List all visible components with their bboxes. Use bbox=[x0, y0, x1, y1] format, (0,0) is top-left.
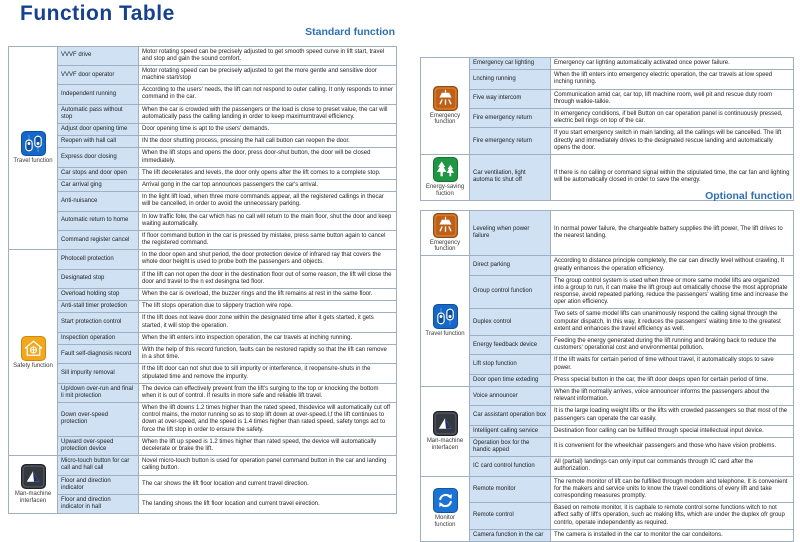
function-desc-cell: Emergency car lighting automatically activated once power failure. bbox=[551, 58, 794, 70]
table-row bbox=[9, 136, 397, 148]
function-desc-cell: When the car is crowded with the passengers or the load is close to preset value, the car will automatically pass the calling landing in order to keep maximumtravel efficiency. bbox=[139, 104, 397, 123]
function-desc-cell: Communication amid car, car top, lift machine room, well pit and rescue duty room through walkie-talkie. bbox=[551, 89, 794, 108]
function-desc-cell: The camera is installed in the car to monitor the car condeitons. bbox=[551, 529, 794, 541]
function-desc-cell: The car shows the lift floor location and current travel direction. bbox=[139, 475, 397, 494]
table-row bbox=[9, 192, 397, 211]
table-row bbox=[9, 301, 397, 313]
page-title: Function Table bbox=[20, 2, 175, 25]
table-row bbox=[9, 65, 397, 84]
function-name-cell: Down over-speed protection bbox=[58, 403, 139, 437]
table-row bbox=[421, 336, 794, 355]
function-desc-cell: Based on remote monitor, it is capbale to remote control some functions witch to not affect safty of lift's operation, such ac making lifts, which are under the duplex ofr group contrlo, operate independently as required. bbox=[551, 503, 794, 530]
standard-function-table-right bbox=[420, 57, 794, 201]
function-desc-cell: When the lift enters into emergency electric operation, the car travels at low speed inching running. bbox=[551, 70, 794, 89]
table-row bbox=[9, 289, 397, 301]
table-row bbox=[421, 425, 794, 437]
function-desc-cell: Novel micro-touch button is used for operation panel command button in the car and landing calling button. bbox=[139, 456, 397, 475]
category-label: Energy-saving fuction bbox=[425, 183, 465, 197]
function-name-cell: Express door closing bbox=[58, 148, 139, 167]
function-desc-cell: The lift stops operation due to slippery traction wire rope. bbox=[139, 301, 397, 313]
function-desc-cell: Motor rotating speed can be precisely adjusted to get smooth speed curve in lift start, travel and stop and gain the sound comfort. bbox=[139, 46, 397, 65]
function-desc-cell: If the lift door can not shut due to sill impurity or interference, it reopens/re-shuts in the stipulated time and remove the impurity. bbox=[139, 364, 397, 383]
function-name-cell: Remote monitor bbox=[470, 476, 551, 503]
function-desc-cell: Destination floor calling can be fulfilled through special intellectual input device. bbox=[551, 425, 794, 437]
function-name-cell: Fire emergency return bbox=[470, 128, 551, 155]
table-row bbox=[9, 403, 397, 437]
function-desc-cell: It is convenient for the wheelchair passengers and those who have vision problems. bbox=[551, 437, 794, 456]
function-name-cell: Operation box for the handic apped bbox=[470, 437, 551, 456]
standard-function-table-left bbox=[8, 46, 397, 515]
function-name-cell: Fire emergency return bbox=[470, 108, 551, 127]
function-name-cell: Duplex control bbox=[470, 309, 551, 336]
category-label: Safety function bbox=[13, 362, 53, 369]
function-name-cell: Car assistant operation box bbox=[470, 406, 551, 425]
table-row bbox=[421, 374, 794, 386]
table-row bbox=[9, 494, 397, 513]
table-row bbox=[9, 436, 397, 455]
category-label: Travel function bbox=[13, 157, 53, 164]
function-name-cell: Designated stop bbox=[58, 269, 139, 288]
table-row bbox=[9, 104, 397, 123]
function-name-cell: Floor and direction indicator bbox=[58, 475, 139, 494]
function-name-cell: Intelligent calling service bbox=[470, 425, 551, 437]
function-name-cell: Energy feedback device bbox=[470, 336, 551, 355]
table-row bbox=[421, 89, 794, 108]
function-name-cell: VVVF drive bbox=[58, 46, 139, 65]
category-cell bbox=[421, 476, 470, 541]
function-name-cell: Direct parking bbox=[470, 256, 551, 275]
function-desc-cell: The group control system is used when three or more same model lifts are organized into a group to run, it can make the lift group aut omatically choose the most appropriate response, avoid repeated parking, reduce the passengers' waiting time and increase the oper ation efficiency. bbox=[551, 275, 794, 309]
function-desc-cell: IN the door shutting process, pressing the hall call button can reopen the door. bbox=[139, 136, 397, 148]
function-desc-cell: Motor rotating speed can be precisely adjusted to get the more gentle and sensitive door machine start/stop bbox=[139, 65, 397, 84]
function-desc-cell: It is the large loading weight lifts or the lifts with crowded passengers so that most of the passengers can operate the car easily. bbox=[551, 406, 794, 425]
optional-function-table bbox=[420, 210, 794, 542]
function-name-cell: Lift stop function bbox=[470, 355, 551, 374]
table-row bbox=[9, 148, 397, 167]
function-desc-cell: In emergency conditions, if bell Button on car operation panel is continuously pressed, electric bell rings on top of the car. bbox=[551, 108, 794, 127]
emergency-icon bbox=[433, 86, 458, 111]
function-name-cell: Fault self-diagnosis record bbox=[58, 344, 139, 363]
table-row bbox=[9, 211, 397, 230]
function-desc-cell: All (partial) landings can only input car commands through IC card after the authorization. bbox=[551, 457, 794, 476]
function-name-cell: Floor and direction indicator in hall bbox=[58, 494, 139, 513]
function-name-cell: Reopen with hall call bbox=[58, 136, 139, 148]
function-desc-cell: When the lift normally arrives, voice announcer informs the passengers about the relevant information. bbox=[551, 386, 794, 405]
travel-icon bbox=[21, 131, 46, 156]
function-name-cell: Anti-nuisance bbox=[58, 192, 139, 211]
category-label: Monitor function bbox=[434, 515, 456, 529]
function-desc-cell: If the lift can not open the door in the destination floor out of some reason, the lift will close the door and travel to the n ext desingna ted floor. bbox=[139, 269, 397, 288]
function-desc-cell: The device can effectively prevent from the lift's surging to the top or knocking the bottom when it is out of control. If results in more safe and reliable lift travel. bbox=[139, 383, 397, 402]
function-desc-cell: Press special button in the car, the lift door deeps open for certain period of time. bbox=[551, 374, 794, 386]
function-name-cell: Anti-stall timer protection bbox=[58, 301, 139, 313]
function-name-cell: VVVF door operator bbox=[58, 65, 139, 84]
function-name-cell: Sill impurity removal bbox=[58, 364, 139, 383]
category-label: Emergency function bbox=[429, 112, 461, 126]
function-desc-cell: In normal power failure, the chargeable battery supplies the lift power, The lift drives to the nearest landing. bbox=[551, 210, 794, 256]
function-desc-cell: If floor command button in the car is pressed by mistake, press same button again to cancel the registered command. bbox=[139, 230, 397, 249]
table-row bbox=[421, 406, 794, 425]
function-desc-cell: If the lift does not leave door zone within the designated time after it gets started, it gets started, it will stop the operation. bbox=[139, 313, 397, 332]
table-row bbox=[9, 124, 397, 136]
table-row bbox=[9, 85, 397, 104]
function-desc-cell: When the car is overload, the buzzer rings and the lift remains at rest in the same floor. bbox=[139, 289, 397, 301]
function-name-cell: Leveling when power failure bbox=[470, 210, 551, 256]
function-desc-cell: When the lift up speed is 1.2 times higher than rated speed, the device will automatically decelerate or brake the lift. bbox=[139, 436, 397, 455]
function-name-cell: IC card control function bbox=[470, 457, 551, 476]
table-row bbox=[9, 179, 397, 191]
function-desc-cell: In the light lift load, when three more commands appear, all the registered callings in thecar will be cancelled, in order to avoid the unnecessary parking. bbox=[139, 192, 397, 211]
function-desc-cell: Arrival gong in the car top announces passengers the car's arrival. bbox=[139, 179, 397, 191]
function-name-cell: Lnching running bbox=[470, 70, 551, 89]
function-desc-cell: Door opening time is apt to the users' demands. bbox=[139, 124, 397, 136]
function-desc-cell: Feeding the energy generated during the lift running and braking back to reduce the customers' operational cost and environmental pollution. bbox=[551, 336, 794, 355]
function-name-cell: Remote control bbox=[470, 503, 551, 530]
function-name-cell: Start protection control bbox=[58, 313, 139, 332]
function-desc-cell: According to the users' needs, the lift can not respond to outer calling. It only responds to inner command in the car. bbox=[139, 85, 397, 104]
travel-icon bbox=[433, 304, 458, 329]
function-desc-cell: When the lift stops and opens the door, press door-shut button, the door will be closed immediately. bbox=[139, 148, 397, 167]
function-name-cell: Command register cancel bbox=[58, 230, 139, 249]
monitor-icon bbox=[433, 488, 458, 513]
table-row bbox=[421, 275, 794, 309]
function-name-cell: Camera function in the car bbox=[470, 529, 551, 541]
table-row bbox=[421, 256, 794, 275]
function-name-cell: Adjust door opening time bbox=[58, 124, 139, 136]
function-name-cell: Independent running bbox=[58, 85, 139, 104]
table-row bbox=[421, 355, 794, 374]
category-label: Man-machine interfacen bbox=[14, 491, 52, 505]
table-row bbox=[421, 309, 794, 336]
category-cell bbox=[421, 386, 470, 476]
table-row bbox=[421, 108, 794, 127]
function-name-cell: Door open time exteding bbox=[470, 374, 551, 386]
function-name-cell: Upward over-speed protection device bbox=[58, 436, 139, 455]
category-label: Emergency function bbox=[429, 239, 461, 253]
energy-saving-icon bbox=[433, 157, 458, 182]
table-row bbox=[9, 475, 397, 494]
function-desc-cell: With the help of this record function, faults can be restored rapidly so that the lift can remove in a shot time. bbox=[139, 344, 397, 363]
function-name-cell: Five way intercom bbox=[470, 89, 551, 108]
man-machine-icon bbox=[433, 411, 458, 436]
function-name-cell: Inspection operation bbox=[58, 332, 139, 344]
table-row bbox=[9, 46, 397, 65]
function-name-cell: Overload holding stop bbox=[58, 289, 139, 301]
table-row bbox=[9, 383, 397, 402]
category-cell bbox=[421, 58, 470, 155]
emergency-icon bbox=[433, 213, 458, 238]
man-machine-icon bbox=[21, 464, 46, 489]
function-name-cell: Car stops and door open bbox=[58, 167, 139, 179]
category-label: Man-machine interfacen bbox=[426, 437, 464, 451]
category-cell bbox=[9, 46, 58, 250]
function-name-cell: Group control function bbox=[470, 275, 551, 309]
function-desc-cell: When the lift enters into inspection operation, the car travels at inching running. bbox=[139, 332, 397, 344]
optional-function-heading: Optional function bbox=[705, 190, 792, 202]
function-desc-cell: The remote monitor of lift can be fulfilled through modem and telephone, It is convenient for the makers and service units to know the travel conditions of every lift and take corresponding measures promptly. bbox=[551, 476, 794, 503]
function-name-cell: Up/down over-run and final li mit protection bbox=[58, 383, 139, 402]
function-name-cell: Emergency car lighting bbox=[470, 58, 551, 70]
function-desc-cell: If the lift waits for certain period of time without travel, it automatically stops to save power. bbox=[551, 355, 794, 374]
table-row bbox=[9, 167, 397, 179]
table-row bbox=[9, 332, 397, 344]
table-row bbox=[421, 437, 794, 456]
category-label: Travel function bbox=[425, 331, 465, 338]
table-row bbox=[421, 386, 794, 405]
function-desc-cell: Two sets of same model lifts can unanimously respond the calling signal through the computer dispatch, In this way, it reduces the passengers' waiting time to the greatest extent and enhances the travel efficiency as well. bbox=[551, 309, 794, 336]
category-cell bbox=[421, 210, 470, 256]
table-row bbox=[9, 344, 397, 363]
table-row bbox=[421, 58, 794, 70]
safety-icon bbox=[21, 336, 46, 361]
table-row bbox=[421, 70, 794, 89]
function-desc-cell: According to distance principle completely, the car can directly level without crawling, It greatly enhances the operation efficiency. bbox=[551, 256, 794, 275]
standard-function-left-column bbox=[8, 27, 397, 514]
table-row bbox=[9, 269, 397, 288]
table-row bbox=[9, 230, 397, 249]
table-row bbox=[421, 503, 794, 530]
function-name-cell: Photocell protection bbox=[58, 250, 139, 269]
standard-function-right-column bbox=[420, 57, 794, 201]
category-cell bbox=[9, 250, 58, 456]
function-name-cell: Car ventilation, light automa tic shut off bbox=[470, 154, 551, 200]
function-desc-cell: In low traffic folw, the car which has no call will return to the main floor, shut the door and keep waiting automatically. bbox=[139, 211, 397, 230]
table-row bbox=[421, 457, 794, 476]
category-cell bbox=[9, 456, 58, 514]
function-name-cell: Car arrival ging bbox=[58, 179, 139, 191]
function-name-cell: Automatic return to home bbox=[58, 211, 139, 230]
function-desc-cell: When the lift downs 1.2 times higher than the rated speed, thisdevice will automatically cut off control mains, the motor running so as to stop lift down at over-speed.I,f the lift continues to down at over-speed, and the speed is 1.4 times higher than rated speed, safety tongs act to force the lift stop in order to ensure the safety. bbox=[139, 403, 397, 437]
table-row bbox=[9, 250, 397, 269]
table-row bbox=[9, 364, 397, 383]
function-name-cell: Voice announcer bbox=[470, 386, 551, 405]
function-desc-cell: If there is no calling or command signal within the stipulated time, the car fan and lighting will be automatically closed in order to save the energy. bbox=[551, 154, 794, 200]
function-desc-cell: If you start emergency switch in main landing, all the callings will be cancelled. The lift directly and immediately drives to the designated rescue landing and automatically opens the door. bbox=[551, 128, 794, 155]
table-row bbox=[421, 476, 794, 503]
standard-function-heading: Standard function bbox=[305, 26, 395, 38]
category-cell bbox=[421, 256, 470, 387]
function-desc-cell: The lift decelerates and levels, the door only opens after the lift comes to a complete stop. bbox=[139, 167, 397, 179]
function-name-cell: Micro-touch button for car call and hall call bbox=[58, 456, 139, 475]
function-desc-cell: In the door open and shut period, the door protection device of infrared ray that covers the whole door height is used to probe both the passengers and objects. bbox=[139, 250, 397, 269]
optional-function-column bbox=[420, 191, 794, 542]
function-desc-cell: The landing shows the lift floor location and current travel eirection. bbox=[139, 494, 397, 513]
table-row bbox=[421, 210, 794, 256]
table-row bbox=[9, 313, 397, 332]
function-name-cell: Automatic pass without stop bbox=[58, 104, 139, 123]
table-row bbox=[9, 456, 397, 475]
table-row bbox=[421, 128, 794, 155]
